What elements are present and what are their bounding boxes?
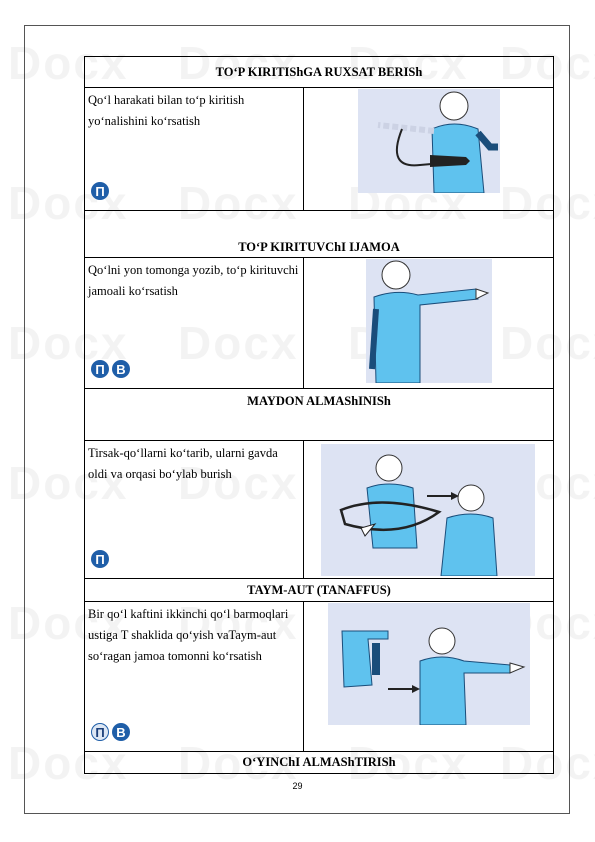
- description-text: Bir qo‘l kaftini ikkinchi qo‘l barmoqlari ustiga T shaklida qo‘yish vaTaym-aut so‘ragan jamoa tomonni ko‘rsatish: [88, 607, 289, 663]
- referee-badge: П: [91, 723, 109, 741]
- table-row: [85, 258, 554, 389]
- referee-signal-icon: [328, 603, 530, 725]
- table-row: [85, 88, 554, 211]
- page-number: 29: [292, 781, 303, 791]
- signal-figure: [304, 258, 554, 389]
- table-row: [85, 441, 554, 579]
- section-header: MAYDON ALMAShINISh: [85, 389, 554, 441]
- description-text: Qo‘l harakati bilan to‘p kiritish yo‘nalishini ko‘rsatish: [88, 93, 245, 128]
- signals-table: [84, 56, 554, 774]
- section-header: TAYM-AUT (TANAFFUS): [85, 579, 554, 602]
- signal-description: [85, 602, 304, 752]
- referee-badge: B: [112, 723, 130, 741]
- signal-figure: [304, 441, 554, 579]
- signal-description: [85, 258, 304, 389]
- table-row: [85, 602, 554, 752]
- referee-badges: [91, 182, 109, 200]
- referee-badge: П: [91, 360, 109, 378]
- section-header: O‘YINChI ALMAShTIRISh: [85, 752, 554, 774]
- referee-badges: [91, 550, 109, 568]
- table-row: [85, 57, 554, 88]
- referee-signal-icon: [358, 89, 500, 193]
- signal-description: [85, 441, 304, 579]
- section-header: TO‘P KIRITUVChI IJAMOA: [85, 211, 554, 258]
- section-header: TO‘P KIRITIShGA RUXSAT BERISh: [85, 57, 554, 88]
- referee-badge: П: [91, 550, 109, 568]
- table-row: [85, 579, 554, 602]
- signal-description: [85, 88, 304, 211]
- referee-badge: П: [91, 182, 109, 200]
- description-text: Qo‘lni yon tomonga yozib, to‘p kirituvchi jamoali ko‘rsatish: [88, 263, 299, 298]
- referee-signal-icon: [321, 444, 535, 576]
- description-text: Tirsak-qo‘llarni ko‘tarib, ularni gavda oldi va orqasi bo‘ylab burish: [88, 446, 278, 481]
- table-row: [85, 211, 554, 258]
- signal-figure: [304, 602, 554, 752]
- table-row: [85, 752, 554, 774]
- referee-badges: [91, 723, 130, 741]
- referee-signal-icon: [366, 259, 492, 383]
- table-row: [85, 389, 554, 441]
- signal-figure: [304, 88, 554, 211]
- referee-badge: B: [112, 360, 130, 378]
- referee-badges: [91, 360, 130, 378]
